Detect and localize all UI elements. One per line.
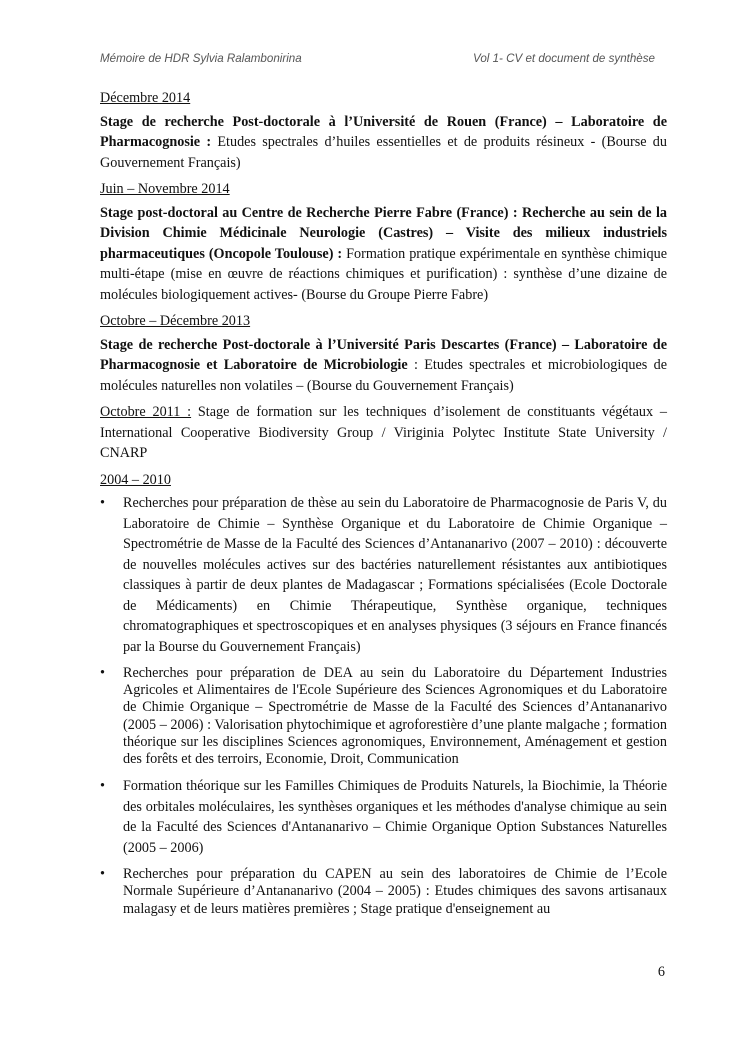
header-right: Vol 1- CV et document de synthèse	[473, 52, 655, 65]
header-left: Mémoire de HDR Sylvia Ralambonirina	[100, 52, 302, 65]
bullet-icon: •	[100, 665, 105, 681]
list-item	[100, 866, 667, 918]
entry-text: Etudes spectrales d’huiles essentielles et de produits résineux - (Bourse du Gouvernement Français)	[100, 134, 667, 171]
entry-paragraph	[100, 335, 667, 397]
list-item-text: Recherches pour préparation du CAPEN au sein des laboratoires de Chimie de l’Ecole Normale Supérieure d’Antananarivo (2004 – 2005) : Etudes chimiques des savons artisanaux malagasy et de leurs matières premières ; Stage pratique d'enseignement au	[123, 866, 667, 917]
entry-paragraph	[100, 112, 667, 174]
list-item-text: Recherches pour préparation de thèse au sein du Laboratoire de Pharmacognosie de Paris V, du Laboratoire de Chimie – Synthèse Organique et du Laboratoire de Chimie Organique – Spectrométrie de Masse de la Faculté des Sciences d’Antananarivo (2007 – 2010) : découverte de nouvelles molécules actives sur des bactéries naturellement résistantes aux antibiotiques classiques à partir de deux plantes de Madagascar ; Formations spécialisées (Ecole Doctorale de Médicaments) en Chimie Thérapeutique, Synthèse organique, techniques chromatographiques et spectroscopiques et en analyses physiques (3 séjours en France financés par la Bourse du Gouvernement Français)	[123, 495, 667, 655]
bullet-icon: •	[100, 778, 105, 795]
document-body	[100, 88, 667, 926]
list-item	[100, 493, 667, 657]
list-item-text: Recherches pour préparation de DEA au sein du Laboratoire du Département Industries Agricoles et Alimentaires de l'Ecole Supérieure des Sciences Agronomiques et du Laboratoire de Chimie Organique – Spectrométrie de Masse de la Faculté des Sciences d’Antananarivo (2005 – 2006) : Valorisation phytochimique et agroforestière d’une plante malgache ; formation théorique sur les disciplines Sciences agronomiques, Environnement, Aménagement et gestion des forêts et des terroirs, Economie, Droit, Communication	[123, 665, 667, 768]
entry-paragraph	[100, 203, 667, 306]
entry-text: Formation pratique expérimentale en synthèse chimique multi-étape (mise en œuvre de réactions chimiques et purification) : synthèse d’une dizaine de molécules biologiquement actives- (Bourse du Groupe Pierre Fabre)	[100, 245, 667, 303]
inline-entry-date: Octobre 2011 :	[100, 404, 192, 420]
entry-title: Stage de recherche Post-doctorale à l’Université Paris Descartes (France) – Laboratoire de Pharmacognosie et Laboratoire de Microbiologie	[100, 336, 667, 373]
entry-date: Décembre 2014	[100, 90, 191, 106]
list-item	[100, 665, 667, 768]
entry-title: Stage de recherche Post-doctorale à l’Université de Rouen (France) – Laboratoire de Pharmacognosie :	[100, 113, 667, 150]
list-item	[100, 776, 667, 858]
bullet-icon: •	[100, 866, 105, 883]
list-item-text: Formation théorique sur les Familles Chimiques de Produits Naturels, la Biochimie, la Théorie des orbitales moléculaires, les synthèses organiques et les méthodes d'analyse chimique au sein de la Faculté des Sciences d'Antananarivo – Chimie Organique Option Substances Naturelles (2005 – 2006)	[123, 778, 667, 856]
period-date: 2004 – 2010	[100, 471, 171, 488]
period-bullet-list	[100, 493, 667, 918]
entry-date: Juin – Novembre 2014	[100, 181, 230, 197]
bullet-icon: •	[100, 495, 105, 511]
entry-title: Stage post-doctoral au Centre de Recherche Pierre Fabre (France) : Recherche au sein de la Division Chimie Médicinale Neurologie (Castres) – Visite des milieux industriels pharmaceutiques (Oncopole Toulouse) :	[100, 204, 667, 262]
page-number: 6	[657, 964, 665, 980]
inline-entry-text: Stage de formation sur les techniques d’isolement de constituants végétaux – International Cooperative Biodiversity Group / Viriginia Polytec Institute State University / CNARP	[100, 404, 667, 461]
entry-date: Octobre – Décembre 2013	[100, 313, 251, 329]
inline-entry-paragraph	[100, 402, 667, 464]
entry-text: : Etudes spectrales et microbiologiques de molécules naturelles non volatiles – (Bourse du Gouvernement Français)	[100, 357, 668, 394]
